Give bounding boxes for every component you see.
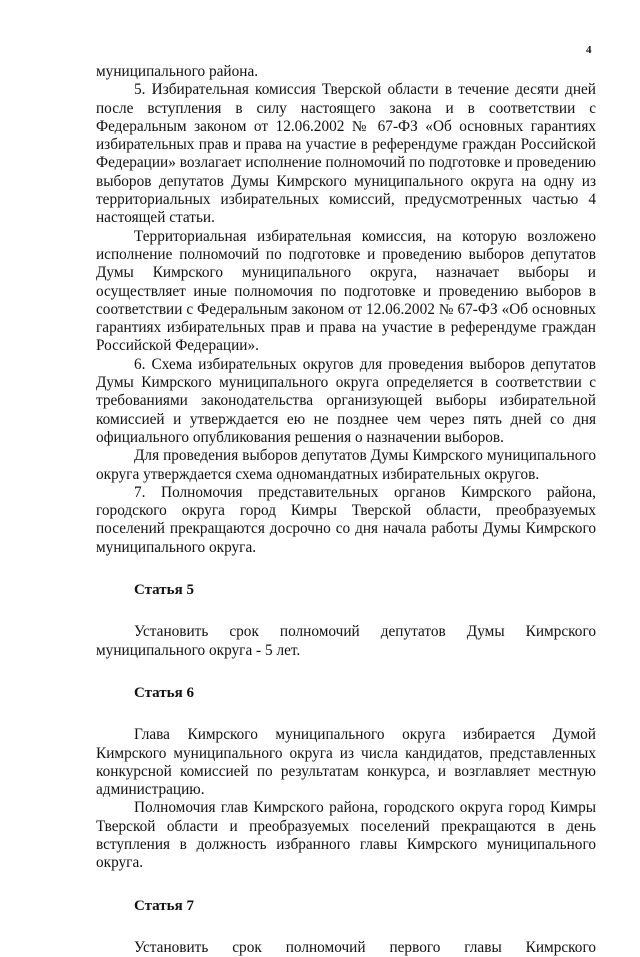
article-6-text-2: Полномочия глав Кимрского района, городского округа город Кимры Тверской области и преобразуемых поселений прекращаются в день вступления в должность избранного главы Кимрского муниципального округа. xyxy=(96,799,596,872)
article-6-text-1: Глава Кимрского муниципального округа избирается Думой Кимрского муниципального округа из числа кандидатов, представленных конкурсной комиссией по результатам конкурса, и возглавляет местную администрацию. xyxy=(96,726,596,799)
paragraph-continuation: муниципального района. xyxy=(96,63,259,80)
paragraph-item-7: 7. Полномочия представительных органов Кимрского района, городского округа город Кимры Тверской области, преобразуемых поселений прекращаются досрочно со дня начала работы Думы Кимрского муниципального округа. xyxy=(96,483,596,556)
article-7-text: Установить срок полномочий первого главы Кимрского xyxy=(134,938,596,956)
article-7-heading: Статья 7 xyxy=(134,897,194,914)
article-6-heading: Статья 6 xyxy=(134,684,194,701)
paragraph-single-member-districts: Для проведения выборов депутатов Думы Кимрского муниципального округа утверждается схема одномандатных избирательных округов. xyxy=(96,447,596,483)
article-5-text: Установить срок полномочий депутатов Думы Кимрского муниципального округа - 5 лет. xyxy=(96,623,596,659)
paragraph-territorial-commission: Территориальная избирательная комиссия, на которую возложено исполнение полномочий по подготовке и проведению выборов депутатов Думы Кимрского муниципального округа, назначает выборы и осуществляет иные полномочия по подготовке и проведению выборов в соответствии с Федеральным законом от 12.06.2002 № 67-ФЗ «Об основных гарантиях избирательных прав и права на участие в референдуме граждан Российской Федерации». xyxy=(96,227,596,355)
paragraph-item-6: 6. Схема избирательных округов для проведения выборов депутатов Думы Кимрского муниципального округа определяется в соответствии с требованиями законодательства организующей выборы избирательной комиссией и утверждается ею не позднее чем через пять дней со дня официального опубликования решения о назначении выборов. xyxy=(96,355,596,446)
page-number: 4 xyxy=(586,44,592,56)
document-body xyxy=(96,63,596,957)
article-5-heading: Статья 5 xyxy=(134,582,194,599)
paragraph-item-5: 5. Избирательная комиссия Тверской области в течение десяти дней после вступления в силу настоящего закона и в соответствии с Федеральным законом от 12.06.2002 № 67-ФЗ «Об основных гарантиях избирательных прав и права на участие в референдуме граждан Российской Федерации» возлагает исполнение полномочий по подготовке и проведению выборов депутатов Думы Кимрского муниципального округа на одну из территориальных избирательных комиссий, предусмотренных частью 4 настоящей статьи. xyxy=(96,81,596,227)
